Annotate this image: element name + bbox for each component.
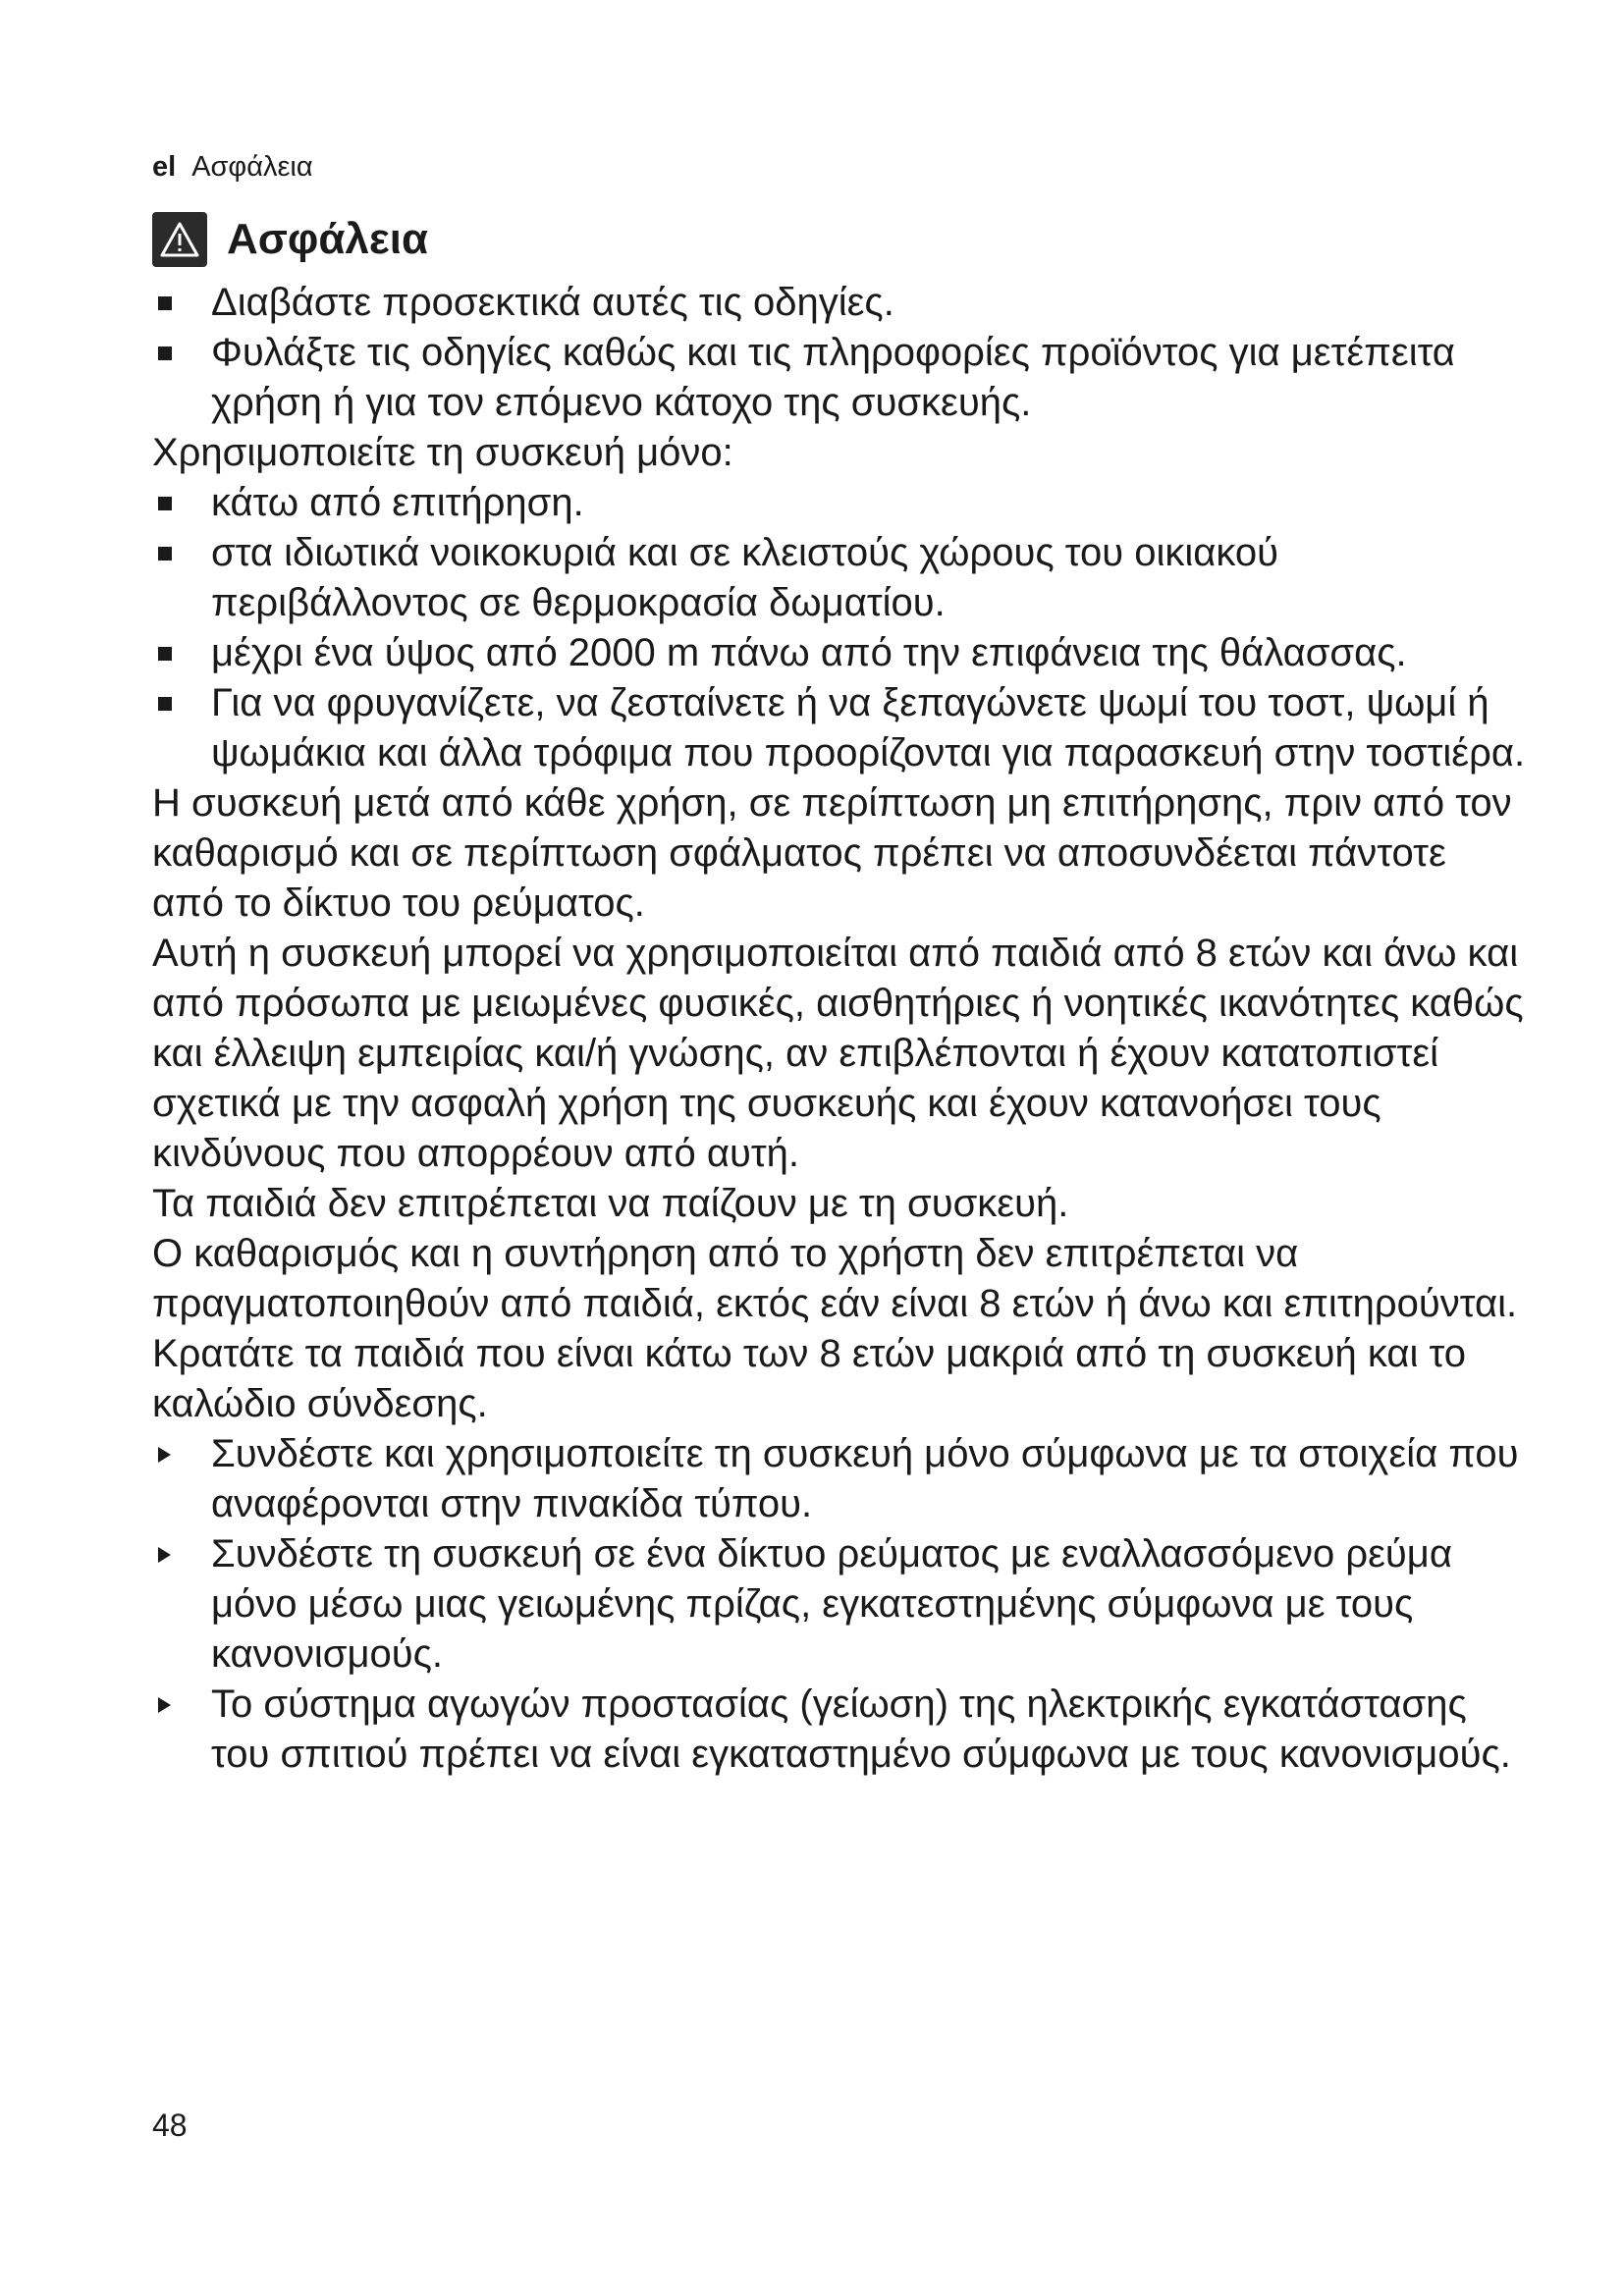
- action-item-text: Συνδέστε τη συσκευή σε ένα δίκτυο ρεύματος με εναλλασσόμενο ρεύμα μόνο μέσω μιας γειωμένης πρίζας, εγκατεστημένης σύμφωνα με τους κανονισμούς.: [211, 1532, 1452, 1676]
- square-bullet-icon: [158, 528, 197, 578]
- square-bullet-icon: [158, 478, 197, 528]
- list-item: [152, 678, 1527, 778]
- running-header: [152, 149, 313, 185]
- action-item-text: Συνδέστε και χρησιμοποιείτε τη συσκευή μόνο σύμφωνα με τα στοιχεία που αναφέρονται στην πινακίδα τύπου.: [211, 1432, 1519, 1525]
- triangle-bullet-icon: [158, 1529, 197, 1579]
- action-item: [152, 1680, 1527, 1780]
- paragraph: Τα παιδιά δεν επιτρέπεται να παίζουν με τη συσκευή.: [152, 1182, 1069, 1225]
- list-item-text: μέχρι ένα ύψος από 2000 m πάνω από την επιφάνεια της θάλασσας.: [211, 631, 1407, 674]
- square-bullet-icon: [158, 278, 197, 328]
- paragraph: Η συσκευή μετά από κάθε χρήση, σε περίπτωση μη επιτήρησης, πριν από τον καθαρισμό και σε περίπτωση σφάλματος πρέπει να αποσυνδέεται πάντοτε από το δίκτυο του ρεύματος.: [152, 781, 1512, 925]
- paragraph: Ο καθαρισμός και η συντήρηση από το χρήστη δεν επιτρέπεται να πραγματοποιηθούν από παιδιά, εκτός εάν είναι 8 ετών ή άνω και επιτηρούνται.: [152, 1232, 1518, 1325]
- action-item: [152, 1429, 1527, 1529]
- list-item-text: στα ιδιωτικά νοικοκυριά και σε κλειστούς χώρους του οικιακού περιβάλλοντος σε θερμοκρασία δωματίου.: [211, 531, 1279, 624]
- square-bullet-icon: [158, 628, 197, 678]
- action-item-text: Το σύστημα αγωγών προστασίας (γείωση) της ηλεκτρικής εγκατάστασης του σπιτιού πρέπει να είναι εγκαταστημένο σύμφωνα με τους κανονισμούς.: [211, 1682, 1511, 1776]
- page-number: 48: [152, 2108, 188, 2143]
- language-code: el: [152, 151, 177, 183]
- list-item: [152, 528, 1527, 628]
- list-item: [152, 628, 1527, 678]
- triangle-bullet-icon: [158, 1429, 197, 1479]
- list-item-text: Για να φρυγανίζετε, να ζεσταίνετε ή να ξεπαγώνετε ψωμί του τοστ, ψωμί ή ψωμάκια και άλλα τρόφιμα που προορίζονται για παρασκευή στην τοστιέρα.: [211, 681, 1526, 774]
- paragraph: Αυτή η συσκευή μπορεί να χρησιμοποιείται από παιδιά από 8 ετών και άνω και από πρόσωπα με μειωμένες φυσικές, αισθητήριες ή νοητικές ικανότητες καθώς και έλλειψη εμπειρίας και/ή γνώσης, αν επιβλέπονται ή έχουν κατατοπιστεί σχετικά με την ασφαλή χρήση της συσκευής και έχουν κατανοήσει τους κινδύνους που απορρέουν από αυτή.: [152, 932, 1524, 1175]
- list-item-text: Διαβάστε προσεκτικά αυτές τις οδηγίες.: [211, 281, 894, 324]
- list-item-text: Φυλάξτε τις οδηγίες καθώς και τις πληροφορίες προϊόντος για μετέπειτα χρήση ή για τον επόμενο κάτοχο της συσκευής.: [211, 331, 1455, 424]
- list-item: [152, 278, 1527, 328]
- square-bullet-icon: [158, 328, 197, 378]
- use-intro: Χρησιμοποιείτε τη συσκευή μόνο:: [152, 431, 733, 474]
- list-item: [152, 328, 1527, 428]
- triangle-bullet-icon: [158, 1680, 197, 1730]
- list-item: [152, 478, 1527, 528]
- header-section-title: Ασφάλεια: [191, 151, 313, 183]
- list-item-text: κάτω από επιτήρηση.: [211, 481, 584, 524]
- square-bullet-icon: [158, 678, 197, 728]
- action-item: [152, 1529, 1527, 1680]
- safety-text: [152, 278, 1527, 1780]
- paragraph: Κρατάτε τα παιδιά που είναι κάτω των 8 ετών μακριά από τη συσκευή και το καλώδιο σύνδεσης.: [152, 1332, 1466, 1425]
- page-title: Ασφάλεια: [227, 215, 429, 263]
- section-heading: [152, 211, 428, 268]
- warning-icon: [152, 212, 207, 267]
